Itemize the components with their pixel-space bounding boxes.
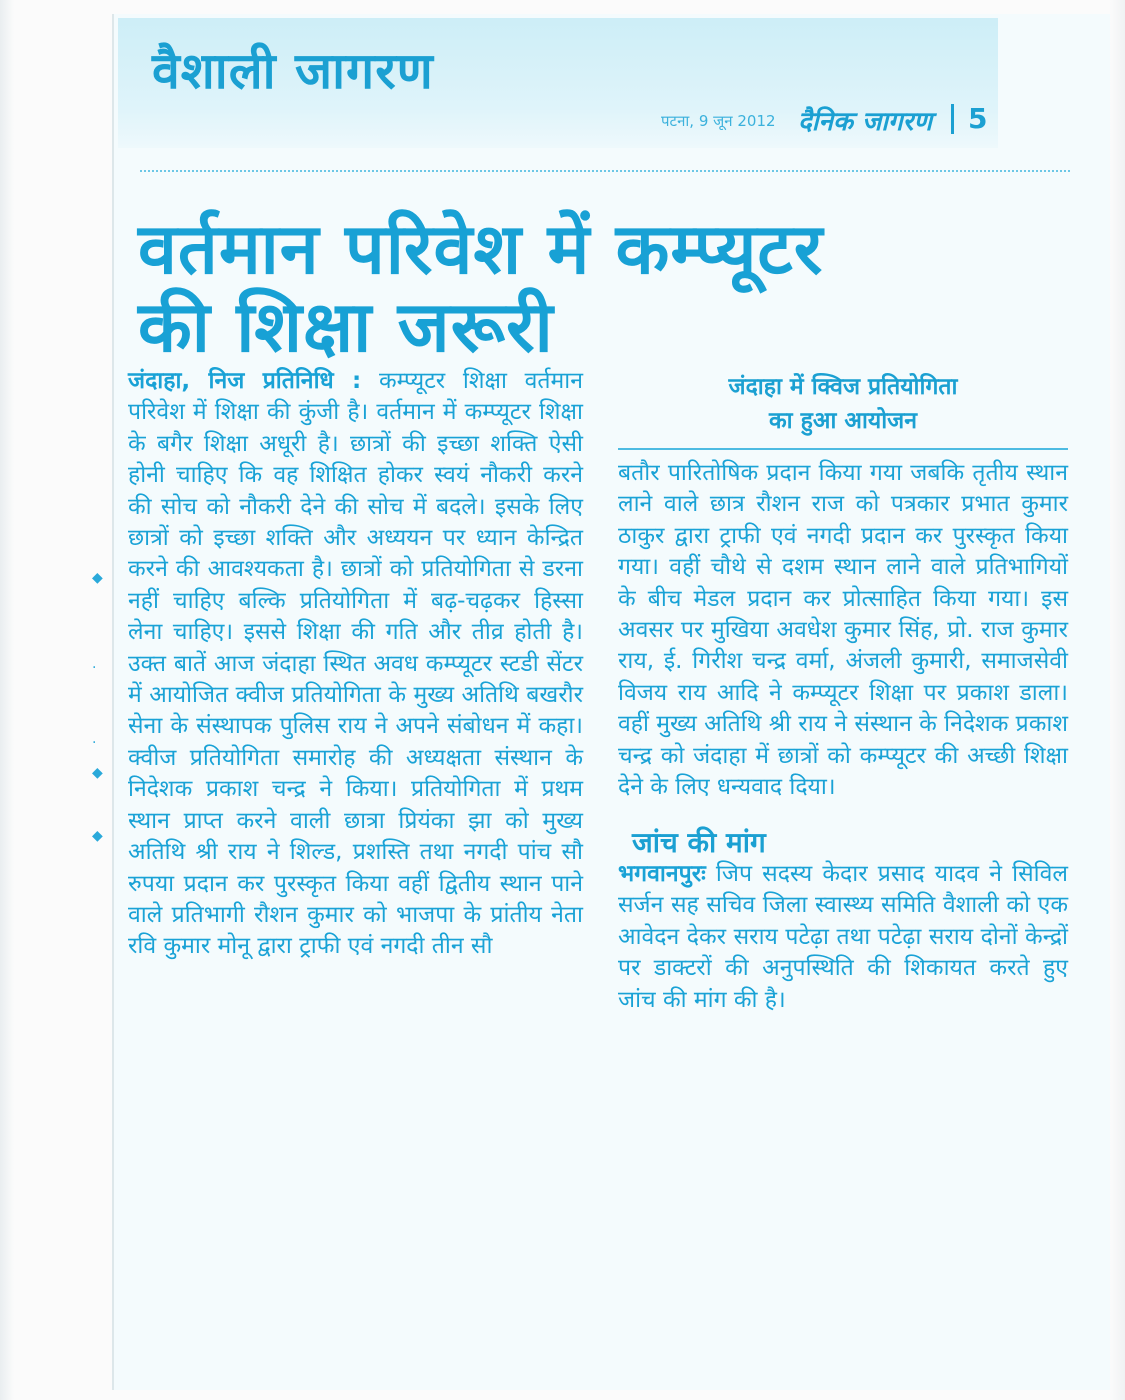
page-number: 5: [968, 102, 988, 135]
brief-heading: जांच की मांग: [632, 826, 766, 860]
punch-mark-icon: ◆: [92, 765, 103, 781]
headline-line-1: वर्तमान परिवेश में कम्प्यूटर: [138, 208, 824, 290]
column-divider: [618, 448, 1068, 450]
headline-line-2: की शिक्षा जरूरी: [138, 286, 554, 368]
punch-mark-icon: ◆: [92, 828, 103, 844]
brief-body: जिप सदस्य केदार प्रसाद यादव ने सिविल सर्जन सह सचिव जिला स्वास्थ्य समिति वैशाली को एक आवेदन देकर सराय पटेढ़ा तथा पटेढ़ा सराय दोनों केन्द्रों पर डाक्टरों की अनुपस्थिति की शिकायत करते हुए जांच की मांग की है।: [618, 860, 1068, 1013]
masthead-separator: [951, 104, 954, 134]
subheading-line-1: जंदाहा में क्विज प्रतियोगिता: [728, 374, 958, 400]
masthead: [118, 18, 998, 158]
article-body-left: कम्प्यूटर शिक्षा वर्तमान परिवेश में शिक्षा की कुंजी है। वर्तमान में कम्प्यूटर शिक्षा के बगैर शिक्षा अधूरी है। छात्रों की इच्छा शक्ति ऐसी होनी चाहिए कि वह शिक्षित होकर स्वयं नौकरी करने की सोच को नौकरी देने की सोच में बदले। इसके लिए छात्रों को इच्छा शक्ति और अध्ययन पर ध्यान केन्द्रित करने की आवश्यकता है। छात्रों को प्रतियोगिता से डरना नहीं चाहिए बल्कि प्रतियोगिता में बढ़-चढ़कर हिस्सा लेना चाहिए। इससे शिक्षा की गति और तीव्र होती है। उक्त बातें आज जंदाहा स्थित अवध कम्प्यूटर स्टडी सेंटर में आयोजित क्वीज प्रतियोगिता के मुख्य अतिथि बखरौर सेना के संस्थापक पुलिस राय ने अपने संबोधन में कहा। क्वीज प्रतियोगिता समारोह की अध्यक्षता संस्थान के निदेशक प्रकाश चन्द्र ने किया। प्रतियोगिता में प्रथम स्थान प्राप्त करने वाली छात्रा प्रियंका झा को मुख्य अतिथि श्री राय ने शिल्ड, प्रशस्ति तथा नगदी पांच सौ रुपया प्रदान कर पुरस्कृत किया वहीं द्वितीय स्थान पाने वाले प्रतिभागी रौशन कुमार को भाजपा के प्रांतीय नेता रवि कुमार मोनू द्वारा ट्राफी एवं नगदी तीन सौ: [128, 368, 583, 960]
article-dateline: जंदाहा, निज प्रतिनिधि :: [128, 368, 362, 394]
subheading-line-2: का हुआ आयोजन: [769, 408, 917, 434]
article-column-right: [618, 366, 1068, 1016]
punch-mark-icon: ◆: [92, 570, 103, 586]
article-subheading: [618, 366, 1068, 438]
punch-mark-icon: ·: [92, 735, 97, 751]
article-headline: [138, 210, 1068, 366]
article-body-right: बतौर पारितोषिक प्रदान किया गया जबकि तृतीय स्थान लाने वाले छात्र रौशन राज को पत्रकार प्रभात कुमार ठाकुर द्वारा ट्राफी एवं नगदी प्रदान कर पुरस्कृत किया गया। वहीं चौथे से दशम स्थान लाने वाले प्रतिभागियों के बीच मेडल प्रदान कर प्रोत्साहित किया गया। इस अवसर पर मुखिया अवधेश कुमार सिंह, प्रो. राज कुमार राय, ई. गिरीश चन्द्र वर्मा, अंजली कुमारी, समाजसेवी विजय राय आदि ने कम्प्यूटर शिक्षा पर प्रकाश डाला। वहीं मुख्य अतिथि श्री राय ने संस्थान के निदेशक प्रकाश चन्द्र को जंदाहा में छात्रों को कम्प्यूटर की अच्छी शिक्षा देने के लिए धन्यवाद दिया।: [618, 460, 1069, 801]
masthead-title: वैशाली जागरण: [152, 42, 434, 100]
clipping-cut-line: [140, 170, 1070, 182]
article-clipping: [128, 170, 1078, 1390]
masthead-paper-name: दैनिक जागरण: [798, 107, 933, 137]
article-column-left: [128, 366, 583, 963]
brief-dateline: भगवानपुरः: [618, 860, 706, 887]
masthead-dateline: पटना, 9 जून 2012: [661, 112, 776, 130]
brief-body-block: [618, 859, 1068, 1016]
punch-mark-icon: ·: [92, 660, 97, 676]
